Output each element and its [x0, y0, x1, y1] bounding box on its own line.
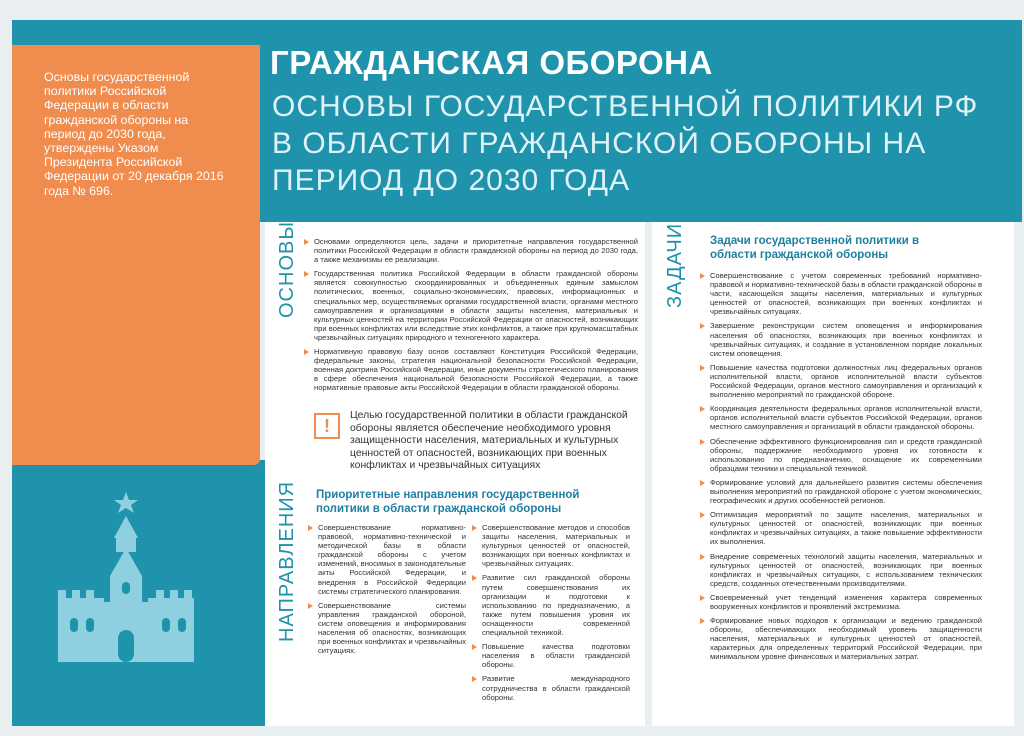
osnovy-label: ОСНОВЫ [276, 220, 298, 318]
list-item: Развитие сил гражданской обороны путем совершенствования их организации и подготовки к использованию по предназначению, а также путем повышения уровня их оснащенности современной специальной техникой. [472, 573, 630, 637]
tasks-heading: Задачи государственной политики в области гражданской обороны [710, 235, 920, 261]
list-item: Формирование условий для дальнейшего развития системы обеспечения выполнения мероприятий по гражданской обороне с учетом экономических, географических и других особенностей регионов. [700, 478, 982, 505]
list-item: Совершенствование нормативно-правовой, нормативно-технической и методической базы в области гражданской обороны с учетом изменений, вносимых в законодательные акты Российской Федерации, и внедрения в Российской Федерации системы стратегического планирования. [308, 523, 466, 596]
list-item: Государственная политика Российской Федерации в области гражданской обороны является совокупностью скоординированных и объединенных единым замыслом политических, военных, социально-экономических, правовых, информационных и специальных мер, осуществляемых органами государственной власти, органами местного самоуправления и организациями в области защиты населения, материальных и культурных ценностей на территории Российской Федерации от опасностей, возникающих при военных конфликтах или вследствие этих конфликтов, а также при крупномасштабных чрезвычайных ситуациях природного и техногенного характера. [304, 269, 638, 342]
warning-icon: ! [314, 413, 340, 439]
list-item: Основами определяются цель, задачи и приоритетные направления государственной политики Российской Федерации в области гражданской обороны на период до 2030 года, а также механизмы ее реализации. [304, 237, 638, 264]
list-item: Своевременный учет тенденций изменения характера современных вооруженных конфликтов и проявлений экстремизма. [700, 593, 982, 611]
list-item: Внедрение современных технологий защиты населения, материальных и культурных ценностей от опасностей, возникающих при военных конфликтах и чрезвычайных ситуациях, с использованием технических средств, созданных отечественными производителями. [700, 552, 982, 588]
kremlin-tower-icon [58, 490, 208, 665]
osnovy-list [304, 237, 638, 398]
zadachi-label: ЗАДАЧИ [664, 222, 686, 308]
page-subtitle: ОСНОВЫ ГОСУДАРСТВЕННОЙ ПОЛИТИКИ РФ В ОБЛАСТИ ГРАЖДАНСКОЙ ОБОРОНЫ НА ПЕРИОД ДО 2030 ГОДА [272, 90, 979, 197]
goal-callout [314, 410, 639, 473]
list-item: Совершенствование с учетом современных требований нормативно-правовой и нормативно-технической базы в области гражданской обороны в части, касающейся защиты населения, материальных и культурных ценностей от опасностей, возникающих при военных конфликтах и чрезвычайных ситуациях. [700, 271, 982, 316]
list-item: Формирование новых подходов к организации и ведению гражданской обороны, обеспечивающих необходимый уровень защищенности населения, материальных и культурных ценностей от опасностей, характерных для определенных территорий Российской Федерации, при минимальном уровне финансовых и материальных затрат. [700, 616, 982, 661]
tasks-list [700, 271, 982, 667]
callout-text: Целью государственной политики в области гражданской обороны является обеспечение необходимого уровня защищенности населения, материальных и культурных ценностей от опасностей, возникающих при военных конфликтах и чрезвычайных ситуациях [350, 410, 628, 472]
list-item: Нормативную правовую базу основ составляют Конституция Российской Федерации, федеральные законы, стратегия национальной безопасности Российской Федерации, военная доктрина Российской Федерации, иные документы стратегического планирования в сфере обеспечения национальной безопасности Российской Федерации, а также нормативные правовые акты Российской Федерации в области гражданской обороны. [304, 347, 638, 392]
priorities-col2 [472, 523, 630, 707]
list-item: Повышение качества подготовки населения в области гражданской обороны. [472, 642, 630, 669]
list-item: Развитие международного сотрудничества в области гражданской обороны. [472, 674, 630, 701]
list-item: Совершенствование методов и способов защиты населения, материальных и культурных ценностей от опасностей, возникающих при военных конфликтах и чрезвычайных ситуациях. [472, 523, 630, 568]
list-item: Повышение качества подготовки должностных лиц федеральных органов исполнительной власти, органов исполнительной власти субъектов Российской Федерации, органов местного самоуправления и организаций к выполнению мероприятий по гражданской обороне. [700, 363, 982, 399]
page-title: ГРАЖДАНСКАЯ ОБОРОНА [270, 44, 713, 81]
priorities-col1 [308, 523, 466, 660]
list-item: Совершенствование системы управления гражданской обороной, систем оповещения и информирования населения об опасностях, возникающих при военных конфликтах и чрезвычайных ситуациях. [308, 601, 466, 656]
napravleniya-label: НАПРАВЛЕНИЯ [276, 480, 298, 642]
intro-text: Основы государственной политики Российской Федерации в области гражданской обороны на период до 2030 года, утверждены Указом Президента Российской Федерации от 20 декабря 2016 года № 696. [44, 70, 224, 198]
priorities-heading: Приоритетные направления государственной политики в области гражданской обороны [316, 489, 580, 515]
list-item: Обеспечение эффективного функционирования сил и средств гражданской обороны, поддержание необходимого уровня их готовности к использованию по предназначению, оснащение их современными образцами техники и специальной техникой. [700, 437, 982, 473]
list-item: Завершение реконструкции систем оповещения и информирования населения об опасностях, возникающих при военных конфликтах и чрезвычайных ситуациях, и создание в установленном порядке локальных систем оповещения. [700, 321, 982, 357]
list-item: Оптимизация мероприятий по защите населения, материальных и культурных ценностей от опасностей, возникающих при военных конфликтах и чрезвычайных ситуациях, а также повышение эффективности их выполнения. [700, 510, 982, 546]
list-item: Координация деятельности федеральных органов исполнительной власти, органов исполнительной власти субъектов Российской Федерации, органов местного самоуправления и организаций в области гражданской обороны. [700, 404, 982, 431]
